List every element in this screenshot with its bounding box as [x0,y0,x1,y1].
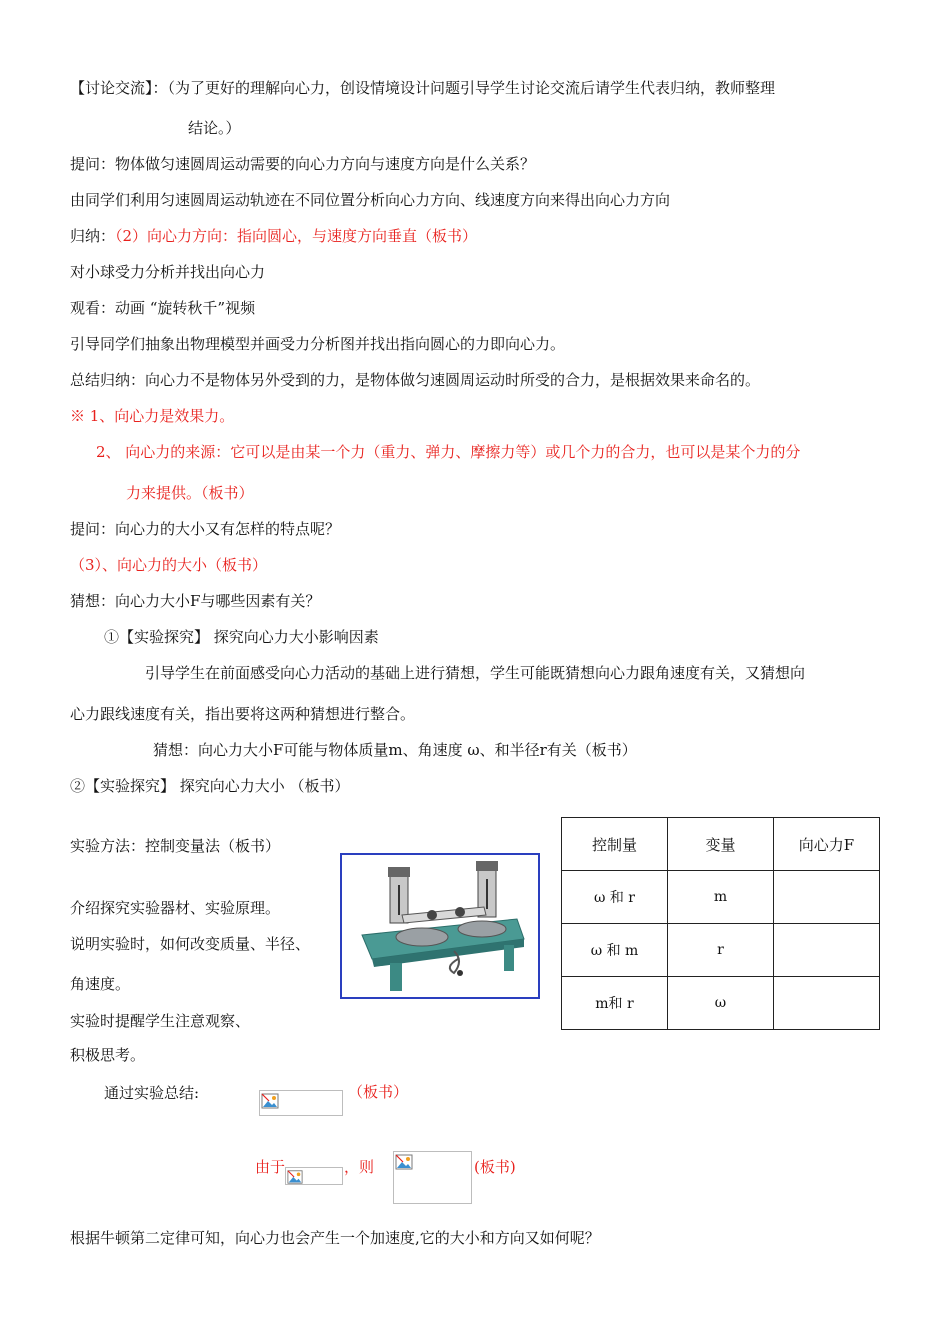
centripetal-apparatus-image [340,853,540,999]
guide-guess-line: 引导学生在前面感受向心力活动的基础上进行猜想，学生可能既猜想向心力跟角速度有关，又猜想向 [145,664,806,682]
table-cell: ω 和 r [562,871,668,924]
guide-guess-line-cont: 心力跟线速度有关，指出要将这两种猜想进行整合。 [70,705,416,723]
experiment-2-heading: ②【实验探究】 探究向心力大小 （板书） [70,777,350,795]
method-line: 实验方法：控制变量法（板书） [70,837,281,855]
intro-apparatus-line: 介绍探究实验器材、实验原理。 [70,899,281,917]
point-force-source: 2、 向心力的来源：它可以是由某一个力（重力、弹力、摩擦力等）或几个力的合力，也可以是某个力的分 [96,443,801,461]
experiment-summary-label: 通过实验总结: [104,1084,200,1102]
point-effect-force: ※ 1、向心力是效果力。 [70,407,235,425]
point-force-source-cont: 力来提供。（板书） [126,484,254,502]
table-cell [774,871,880,924]
guess-variables: 猜想：向心力大小F可能与物体质量m、角速度 ω、和半径r有关（板书） [153,741,637,759]
table-cell [774,977,880,1030]
broken-image-icon [287,1169,303,1185]
table-cell: ω [668,977,774,1030]
remind-observe-line: 实验时提醒学生注意观察、 [70,1012,251,1030]
then-label: ，则 [344,1158,375,1176]
apparatus-illustration [342,855,538,997]
discussion-heading-cont: 结论。） [188,119,241,137]
broken-image-icon [261,1092,279,1110]
formula-2-board-note: (板书) [474,1158,516,1176]
table-cell: ω 和 m [562,924,668,977]
guide-model-line: 引导同学们抽象出物理模型并画受力分析图并找出指向圆心的力即向心力。 [70,335,566,353]
question-direction: 提问：物体做匀速圆周运动需要的向心力方向与速度方向是什么关系？ [70,155,536,173]
newton-second-law-question: 根据牛顿第二定律可知，向心力也会产生一个加速度,它的大小和方向又如何呢？ [70,1229,600,1247]
summary-label: 归纳： [70,227,116,245]
header-variable: 变量 [668,818,774,871]
guess-factors: 猜想：向心力大小F与哪些因素有关？ [70,592,321,610]
formula-image-1 [259,1090,343,1116]
header-force: 向心力F [774,818,880,871]
table-cell: m [668,871,774,924]
control-variable-table [561,817,880,1030]
because-label: 由于 [255,1158,286,1176]
table-row [562,924,880,977]
table-cell [774,924,880,977]
formula-image-2 [285,1167,343,1185]
formula-1-board-note: （板书） [348,1083,409,1101]
discussion-heading: 【讨论交流】：（为了更好的理解向心力，创设情境设计问题引导学生讨论交流后请学生代表归纳，教师整理 [70,79,776,97]
table-row [562,871,880,924]
section-magnitude-heading: （3）、向心力的大小（板书） [70,556,268,574]
broken-image-icon [395,1153,413,1171]
formula-image-3 [393,1151,472,1204]
direction-conclusion: （2）向心力方向：指向圆心，与速度方向垂直（板书） [115,227,478,245]
table-cell: r [668,924,774,977]
table-header-row [562,818,880,871]
remind-think-line: 积极思考。 [70,1046,146,1064]
question-magnitude: 提问：向心力的大小又有怎样的特点呢？ [70,520,341,538]
summary-resultant-force: 总结归纳：向心力不是物体另外受到的力，是物体做匀速圆周运动时所受的合力，是根据效果来命名的。 [70,371,761,389]
experiment-1-heading: ①【实验探究】 探究向心力大小影响因素 [104,628,379,646]
summary-direction [70,226,477,246]
watch-video-line: 观看：动画 “旋转秋千”视频 [70,299,256,317]
explain-change-line: 说明实验时，如何改变质量、半径、 [70,935,311,953]
header-controlled: 控制量 [562,818,668,871]
analysis-direction: 由同学们利用匀速圆周运动轨迹在不同位置分析向心力方向、线速度方向来得出向心力方向 [70,191,671,209]
table-row [562,977,880,1030]
explain-change-line-cont: 角速度。 [70,975,131,993]
table-cell: m和 r [562,977,668,1030]
force-analysis-line: 对小球受力分析并找出向心力 [70,263,266,281]
